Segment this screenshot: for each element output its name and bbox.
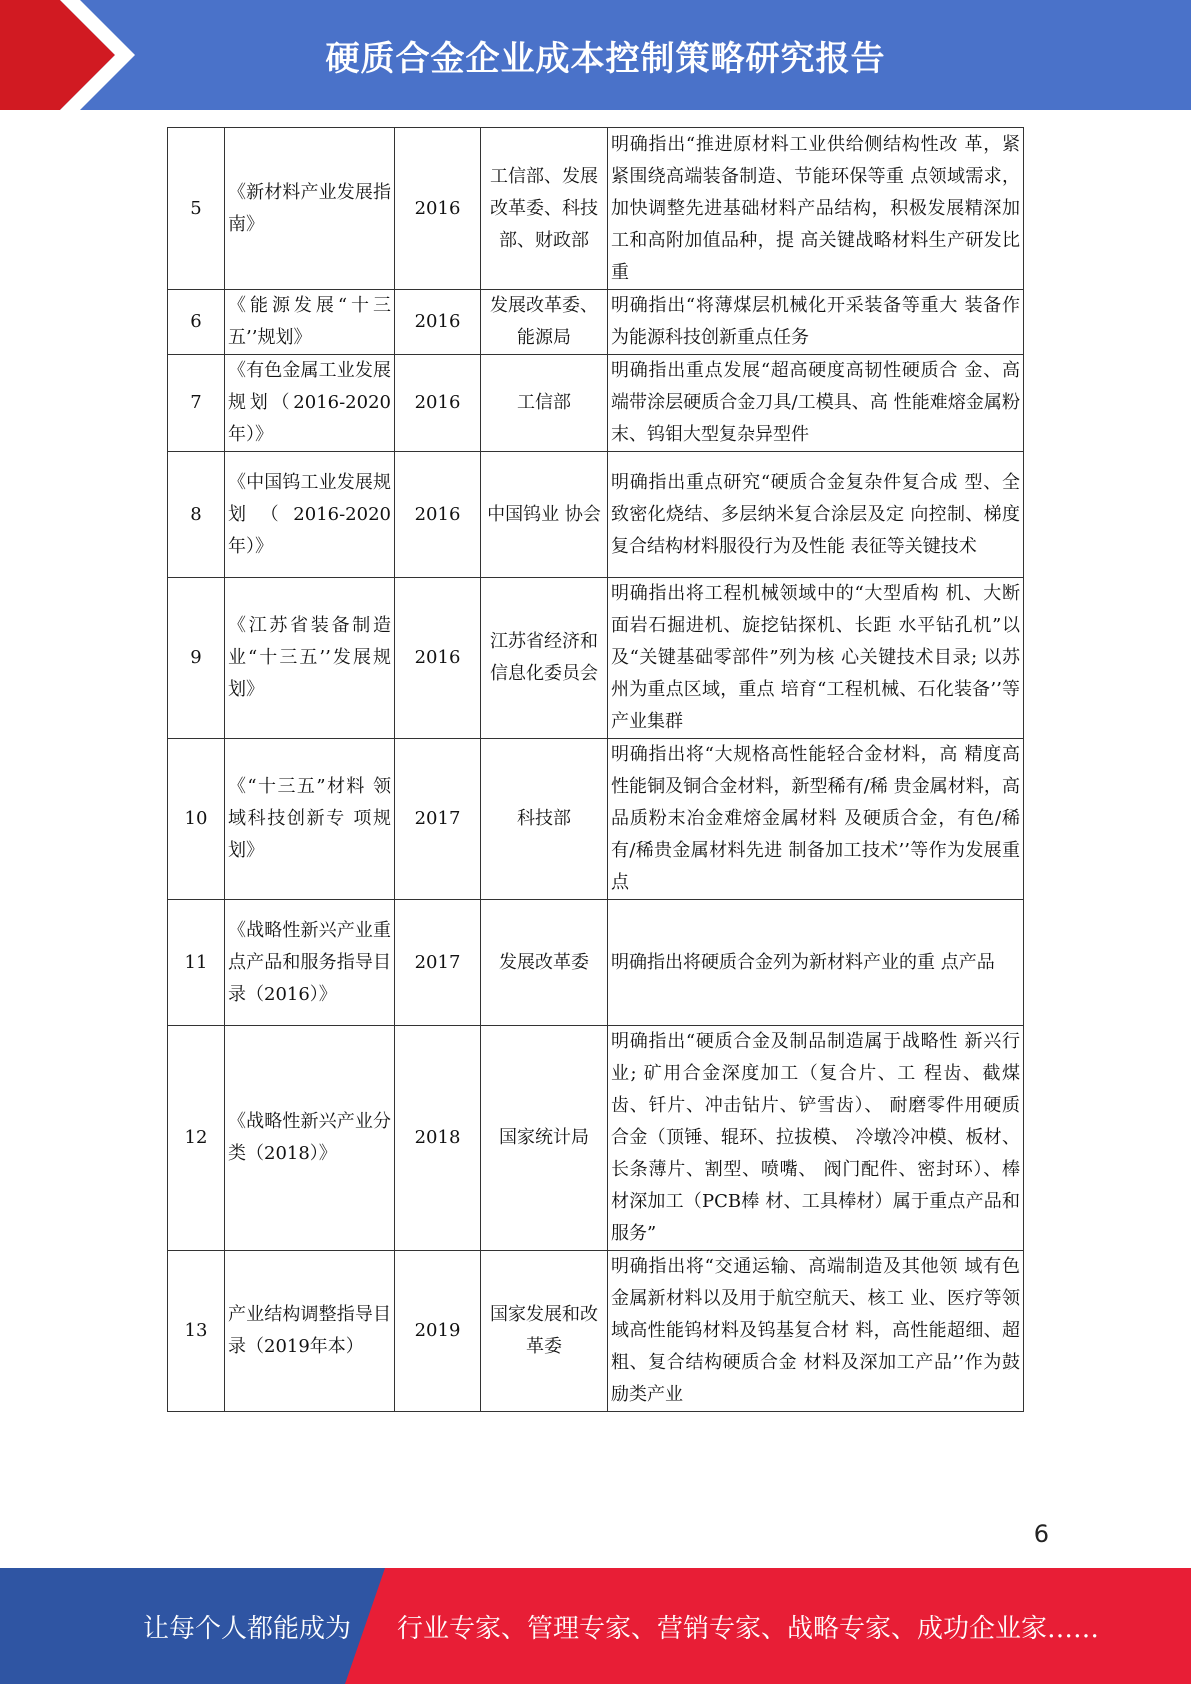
table-row [168, 1026, 1024, 1251]
issuing-department: 发展改革委、能源局 [481, 290, 608, 355]
policy-name: 《战略性新兴产业分类（2018）》 [225, 1026, 395, 1251]
issuing-department: 科技部 [481, 739, 608, 900]
page-header [0, 0, 1191, 110]
issuing-department: 发展改革委 [481, 900, 608, 1026]
footer-slogan-right: 行业专家、管理专家、营销专家、战略专家、成功企业家…… [397, 1613, 1100, 1644]
policy-description: 明确指出重点发展“超高硬度高韧性硬质合 金、高端带涂层硬质合金刀具/工模具、高 性能难熔金属粉末、钨钼大型复杂异型件 [608, 355, 1024, 452]
row-number: 9 [168, 578, 225, 739]
issuing-department: 工信部 [481, 355, 608, 452]
table-row [168, 452, 1024, 578]
policy-name: 《有色金属工业发展规划（2016-2020年）》 [225, 355, 395, 452]
issuing-department: 中国钨业 协会 [481, 452, 608, 578]
row-number: 10 [168, 739, 225, 900]
row-number: 7 [168, 355, 225, 452]
policy-year: 2016 [395, 355, 481, 452]
policy-year: 2016 [395, 128, 481, 290]
report-title: 硬质合金企业成本控制策略研究报告 [325, 38, 886, 79]
row-number: 13 [168, 1251, 225, 1412]
header-arrow-decoration [0, 0, 150, 110]
policy-table [167, 127, 1024, 1412]
row-number: 11 [168, 900, 225, 1026]
table-row [168, 290, 1024, 355]
row-number: 8 [168, 452, 225, 578]
policy-description: 明确指出“硬质合金及制品制造属于战略性 新兴行业; 矿用合金深度加工（复合片、工 程齿、截煤齿、钎片、冲击钻片、铲雪齿）、 耐磨零件用硬质合金（顶锤、辊环、拉拔模、 冷墩冷冲模、板材、长条薄片、割型、喷嘴、 阀门配件、密封环）、棒材深加工（PCB棒 材、工具棒材）属于重点产品和服务” [608, 1026, 1024, 1251]
policy-name: 产业结构调整指导目录（2019年本） [225, 1251, 395, 1412]
table-row [168, 1251, 1024, 1412]
issuing-department: 江苏省经济和信息化委员会 [481, 578, 608, 739]
policy-description: 明确指出重点研究“硬质合金复杂件复合成 型、全致密化烧结、多层纳米复合涂层及定 向控制、梯度复合结构材料服役行为及性能 表征等关键技术 [608, 452, 1024, 578]
policy-year: 2017 [395, 900, 481, 1026]
footer-slogan-left: 让每个人都能成为 [143, 1613, 352, 1644]
table-row [168, 355, 1024, 452]
row-number: 5 [168, 128, 225, 290]
policy-name: 《战略性新兴产业重点产品和服务指导目录（2016）》 [225, 900, 395, 1026]
issuing-department: 国家统计局 [481, 1026, 608, 1251]
policy-description: 明确指出将“大规格高性能轻合金材料，高 精度高性能铜及铜合金材料，新型稀有/稀 贵金属材料，高品质粉末冶金难熔金属材料 及硬质合金，有色/稀有/稀贵金属材料先进 制备加工技术’’等作为发展重点 [608, 739, 1024, 900]
policy-year: 2016 [395, 578, 481, 739]
policy-description: 明确指出将“交通运输、高端制造及其他领 域有色金属新材料以及用于航空航天、核工 业、医疗等领域高性能钨材料及钨基复合材 料，高性能超细、超粗、复合结构硬质合金 材料及深加工产品’’作为鼓励类产业 [608, 1251, 1024, 1412]
issuing-department: 国家发展和改革委 [481, 1251, 608, 1412]
issuing-department: 工信部、发展改革委、科技部、财政部 [481, 128, 608, 290]
policy-year: 2016 [395, 290, 481, 355]
row-number: 12 [168, 1026, 225, 1251]
policy-year: 2016 [395, 452, 481, 578]
policy-description: 明确指出“推进原材料工业供给侧结构性改 革，紧紧围绕高端装备制造、节能环保等重 点领域需求，加快调整先进基础材料产品结构，积极发展精深加工和高附加值品种，提 高关键战略材料生产研发比重 [608, 128, 1024, 290]
policy-description: 明确指出将硬质合金列为新材料产业的重 点产品 [608, 900, 1024, 1026]
policy-description: 明确指出“将薄煤层机械化开采装备等重大 装备作为能源科技创新重点任务 [608, 290, 1024, 355]
policy-name: 《新材料产业发展指南》 [225, 128, 395, 290]
page-footer [0, 1568, 1191, 1684]
row-number: 6 [168, 290, 225, 355]
policy-name: 《江苏省装备制造业“十三五’’发展规划》 [225, 578, 395, 739]
policy-name: 《“十三五”材料 领域科技创新专 项规划》 [225, 739, 395, 900]
table-row [168, 578, 1024, 739]
policy-description: 明确指出将工程机械领域中的“大型盾构 机、大断面岩石掘进机、旋挖钻探机、长距 水平钻孔机”以及“关键基础零部件”列为核 心关键技术目录; 以苏州为重点区域，重点 培育“工程机械、石化装备’’等产业集群 [608, 578, 1024, 739]
policy-year: 2019 [395, 1251, 481, 1412]
policy-name: 《中国钨工业发展规划（2016-2020年）》 [225, 452, 395, 578]
table-row [168, 739, 1024, 900]
table-row [168, 128, 1024, 290]
policy-name: 《能源发展“十三五’’规划》 [225, 290, 395, 355]
page-number: 6 [1033, 1520, 1049, 1548]
policy-year: 2018 [395, 1026, 481, 1251]
policy-year: 2017 [395, 739, 481, 900]
table-row [168, 900, 1024, 1026]
